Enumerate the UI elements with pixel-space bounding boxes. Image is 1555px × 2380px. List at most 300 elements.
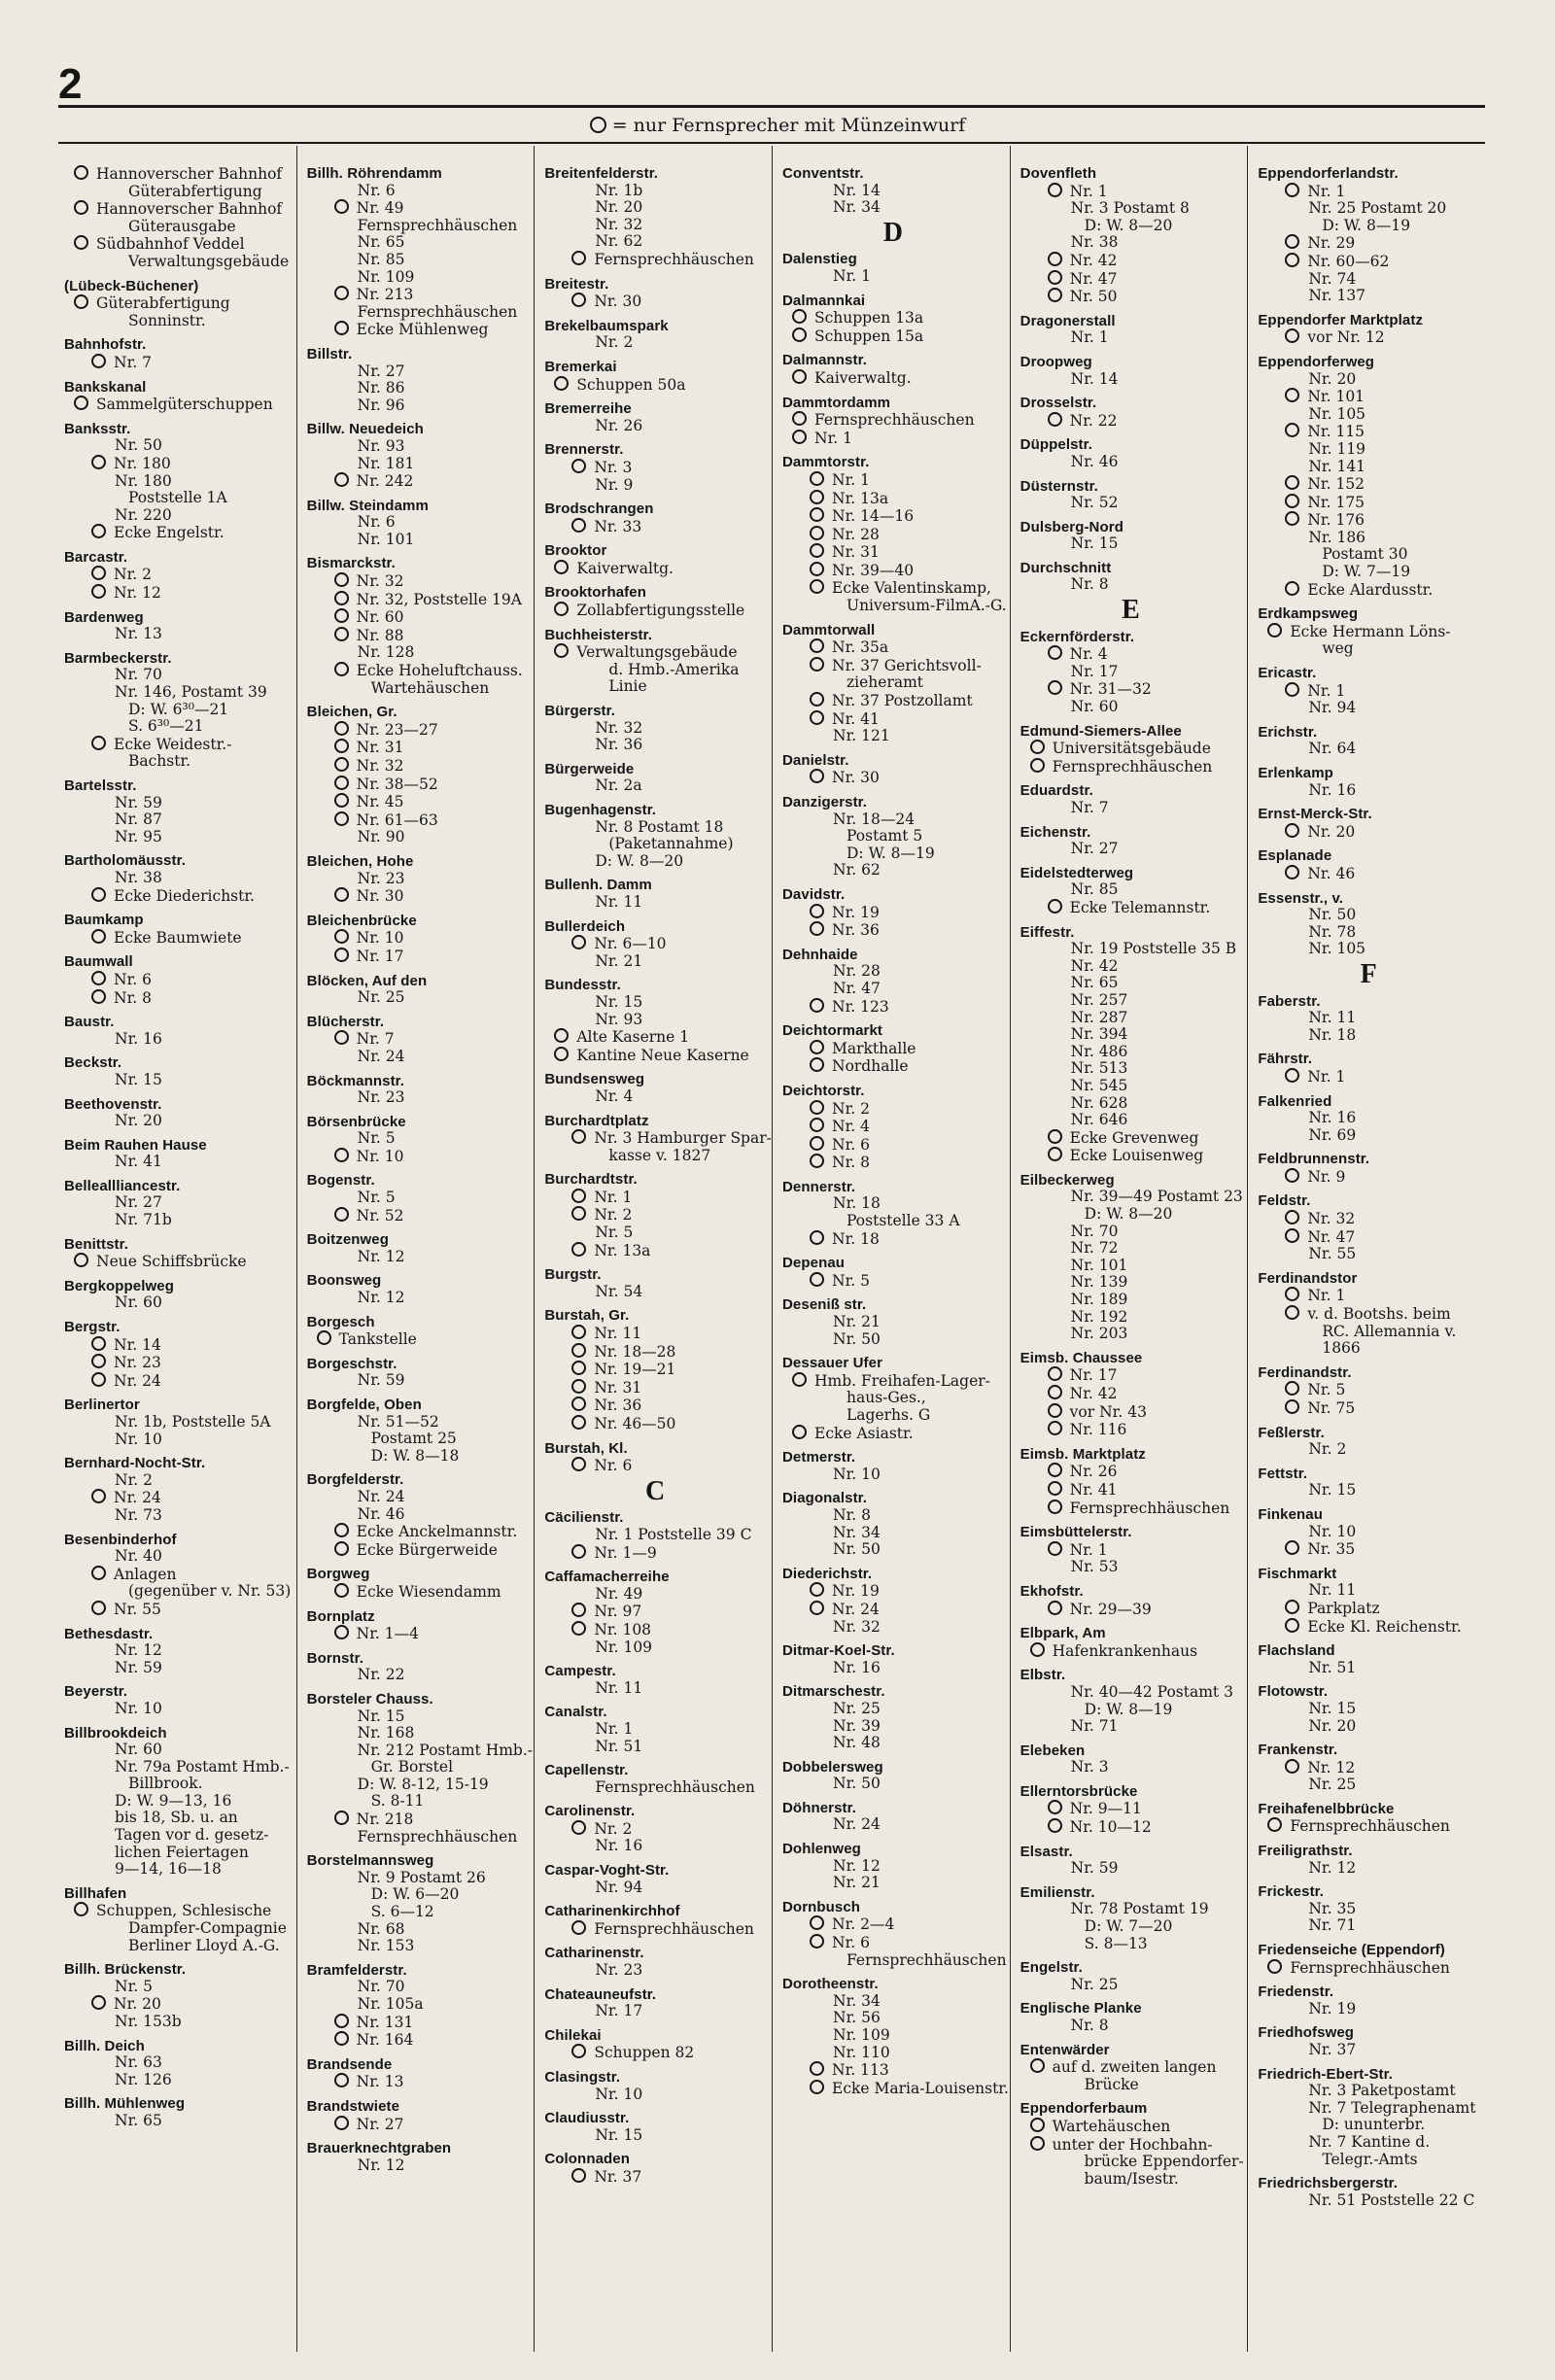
- address-line: [544, 1621, 766, 1639]
- address-text: Ecke Engelstr.: [114, 524, 225, 542]
- street-name: Ditmarschestr.: [782, 1683, 885, 1701]
- street-entry: [1258, 1683, 1479, 1735]
- address-line: [782, 692, 1004, 710]
- address-text: Fernsprechhäuschen: [595, 1777, 755, 1796]
- address-text: Nr. 40: [115, 1547, 162, 1566]
- address-text: Markthalle: [832, 1039, 916, 1057]
- address-line: [782, 579, 1004, 598]
- street-entry: [782, 1355, 1004, 1442]
- section-letter: F: [1360, 958, 1377, 989]
- street-name: Eppendorferweg: [1258, 353, 1375, 370]
- address-line: [1258, 200, 1479, 218]
- street-name: Dovenfleth: [1019, 165, 1097, 182]
- street-entry: [64, 1137, 291, 1171]
- street-entry: [544, 584, 766, 619]
- telephone-circle-icon: [554, 643, 569, 658]
- address-line: [64, 1548, 291, 1566]
- telephone-circle-icon: [571, 1379, 586, 1394]
- street-name: Eidelstedterweg: [1019, 864, 1134, 881]
- address-line: [1258, 183, 1479, 201]
- street-entry: [782, 1566, 1004, 1636]
- address-text: Nr. 46—50: [594, 1415, 676, 1432]
- street-name: Baustr.: [64, 1014, 115, 1031]
- address-line: [307, 793, 529, 811]
- address-line: [64, 455, 291, 473]
- street-name: Bogenstr.: [306, 1172, 375, 1190]
- street-name: Bergkoppelweg: [64, 1277, 174, 1294]
- address-line: [307, 1921, 529, 1939]
- address-text: Nr. 7 Telegraphenamt: [1308, 2098, 1476, 2117]
- address-line: [307, 472, 529, 491]
- address-line: [1020, 699, 1242, 716]
- telephone-circle-icon: [571, 1415, 586, 1430]
- street-entry: [307, 1073, 529, 1107]
- address-text: 1866: [1322, 1339, 1361, 1358]
- address-text: Nr. 22: [357, 1666, 405, 1684]
- address-text: Wartehäuschen: [1052, 2117, 1171, 2135]
- address-text: Nr. 20: [1307, 822, 1356, 841]
- address-text: Postamt 5: [847, 827, 923, 845]
- address-line: [1258, 1127, 1479, 1145]
- street-entry: [1020, 436, 1242, 470]
- address-text: Nr. 242: [356, 472, 414, 491]
- address-text: Nr. 8: [833, 1505, 871, 1524]
- address-text: Nr. 13: [356, 2073, 404, 2091]
- address-line: [544, 737, 766, 754]
- address-line: [1258, 865, 1479, 883]
- address-text: Nr. 93: [357, 436, 405, 455]
- address-line: [1020, 841, 1242, 858]
- address-text: Nr. 101: [1070, 1256, 1128, 1274]
- street-name: Catharinenkirchhof: [544, 1903, 680, 1920]
- address-line: [1258, 475, 1479, 494]
- street-entry: [1258, 724, 1479, 758]
- address-line: [544, 2003, 766, 2020]
- street-name: Frickestr.: [1258, 1883, 1325, 1901]
- address-text: Nr. 38: [1070, 233, 1119, 252]
- street-entry: [1258, 765, 1479, 799]
- address-line: [1258, 1110, 1479, 1127]
- street-name: Blücherstr.: [306, 1013, 385, 1030]
- address-line: [782, 1525, 1004, 1542]
- section-letter: C: [645, 1475, 666, 1506]
- telephone-circle-icon: [91, 524, 106, 538]
- address-line: [307, 1741, 534, 1760]
- address-text: Nr. 51: [1308, 1658, 1357, 1676]
- address-text: Nr. 180: [114, 454, 171, 472]
- address-text: Nr. 42: [1070, 956, 1119, 975]
- street-entry: [1258, 1801, 1479, 1836]
- address-line: [544, 643, 766, 662]
- street-name: Eichenstr.: [1019, 823, 1091, 841]
- address-line: [1258, 941, 1479, 958]
- address-line: [1020, 2171, 1242, 2189]
- address-text: Nr. 20: [1308, 369, 1357, 388]
- address-line: [1258, 328, 1479, 347]
- address-text: Nr. 105: [1308, 940, 1366, 958]
- address-line: [307, 286, 529, 304]
- telephone-circle-icon: [1048, 252, 1062, 266]
- address-text: Nr. 30: [832, 769, 880, 787]
- address-line: [782, 507, 1004, 526]
- address-text: auf d. zweiten langen: [1052, 2058, 1217, 2077]
- address-text: Nr. 21: [833, 1313, 881, 1331]
- telephone-circle-icon: [334, 1030, 349, 1045]
- address-line: [544, 1361, 766, 1379]
- address-text: Fernsprechhäuschen: [357, 1827, 518, 1845]
- address-text: Nr. 5: [357, 1129, 396, 1148]
- address-line: [1020, 371, 1242, 389]
- address-line: [307, 1506, 529, 1524]
- address-line: [544, 836, 766, 853]
- telephone-circle-icon: [571, 1361, 586, 1375]
- street-entry: [544, 1663, 766, 1697]
- address-text: Nr. 69: [1308, 1125, 1357, 1144]
- street-entry: [64, 1397, 291, 1448]
- address-text: Linie: [608, 677, 647, 696]
- address-line: [64, 1194, 291, 1212]
- street-name: Entenwärder: [1019, 2041, 1110, 2058]
- address-text: Nr. 2: [114, 566, 152, 584]
- street-name: Billh. Mühlenweg: [64, 2095, 186, 2113]
- street-entry: [64, 1096, 291, 1130]
- address-text: Schuppen, Schlesische: [96, 1902, 272, 1920]
- street-entry: [782, 1841, 1004, 1892]
- street-entry: [782, 1296, 1004, 1348]
- address-text: Südbahnhof Veddel: [96, 235, 245, 254]
- address-text: Nr. 2: [115, 1470, 153, 1489]
- address-text: Nr. 153b: [115, 2013, 182, 2030]
- address-line: [64, 294, 291, 313]
- telephone-circle-icon: [554, 376, 569, 391]
- address-line: [782, 1372, 1004, 1391]
- address-text: D: W. 6—20: [370, 1885, 460, 1904]
- address-text: Nr. 175: [1307, 493, 1365, 511]
- directory-column: [772, 146, 1010, 2352]
- address-line: [64, 1920, 291, 1938]
- address-line: [64, 1601, 291, 1619]
- address-text: Nr. 2: [832, 1099, 870, 1118]
- telephone-circle-icon: [1285, 1540, 1299, 1555]
- address-line: [782, 543, 1004, 562]
- address-text: Ecke Kl. Reichenstr.: [1307, 1617, 1462, 1636]
- street-name: Colonnaden: [544, 2151, 630, 2168]
- address-line: [782, 1541, 1004, 1559]
- street-name: Ericastr.: [1258, 665, 1317, 682]
- address-text: 9—14, 16—18: [115, 1860, 222, 1879]
- address-line: [1020, 758, 1242, 776]
- address-line: [1258, 530, 1479, 547]
- address-line: [1258, 1068, 1479, 1087]
- street-name: Belleallliancestr.: [64, 1177, 181, 1194]
- address-line: [1258, 1399, 1479, 1418]
- address-text: Nr. 257: [1070, 990, 1128, 1009]
- address-text: Nr. 486: [1070, 1042, 1128, 1060]
- address-text: Nr. 37: [1308, 2041, 1357, 2058]
- address-line: [1020, 288, 1242, 306]
- telephone-circle-icon: [810, 507, 824, 522]
- address-line: [307, 1776, 529, 1794]
- street-entry: [782, 454, 1007, 615]
- address-line: [64, 1938, 291, 1955]
- telephone-circle-icon: [1048, 645, 1062, 660]
- telephone-circle-icon: [1285, 253, 1299, 267]
- address-text: bis 18, Sb. u. an: [115, 1809, 238, 1827]
- street-entry: [307, 853, 529, 906]
- telephone-circle-icon: [810, 769, 824, 783]
- street-name: Bergstr.: [64, 1319, 121, 1336]
- address-text: Nr. 47: [833, 979, 881, 997]
- telephone-circle-icon: [334, 199, 349, 214]
- address-line: [1258, 1168, 1479, 1187]
- address-line: [64, 1431, 291, 1449]
- address-text: Nr. 12: [114, 584, 161, 603]
- address-text: Nr. 35: [1308, 1899, 1357, 1917]
- street-name: Dalenstieg: [782, 251, 857, 268]
- address-line: [64, 702, 291, 719]
- address-line: [307, 1089, 529, 1107]
- street-name: Bugenhagenstr.: [544, 802, 657, 818]
- street-entry: [64, 165, 291, 271]
- street-name: Bernhard-Nocht-Str.: [64, 1455, 206, 1472]
- address-line: [307, 1330, 529, 1349]
- address-text: Nr. 31: [594, 1378, 642, 1397]
- address-line: [544, 1028, 766, 1047]
- address-line: [1020, 1559, 1242, 1576]
- street-entry: [64, 953, 291, 1007]
- street-entry: [1258, 1742, 1479, 1794]
- address-line: [782, 1136, 1004, 1155]
- telephone-circle-icon: [810, 2080, 824, 2094]
- address-line: [64, 829, 291, 846]
- telephone-circle-icon: [334, 776, 349, 790]
- telephone-circle-icon: [74, 200, 88, 215]
- address-line: [64, 753, 291, 771]
- telephone-circle-icon: [810, 1136, 824, 1151]
- address-line: [782, 1057, 1004, 1076]
- street-entry: [64, 336, 291, 371]
- address-text: Kaiverwaltg.: [576, 559, 674, 577]
- address-text: Nr. 113: [832, 2061, 889, 2080]
- address-text: Poststelle 33 A: [847, 1212, 960, 1230]
- address-text: Nr. 11: [1308, 1581, 1357, 1600]
- street-name: Bismarckstr.: [306, 555, 396, 572]
- address-text: Nr. 18: [1308, 1025, 1357, 1044]
- telephone-circle-icon: [334, 929, 349, 944]
- street-entry: [1020, 1583, 1242, 1618]
- street-entry: [1020, 865, 1242, 917]
- address-line: [1258, 2117, 1479, 2134]
- address-line: [307, 1249, 529, 1266]
- street-name: Eppendorferbaum: [1019, 2100, 1148, 2118]
- address-line: [307, 1829, 529, 1846]
- address-line: [782, 921, 1004, 940]
- address-line: [544, 720, 766, 738]
- address-text: Nr. 65: [357, 233, 405, 252]
- telephone-circle-icon: [1048, 1541, 1062, 1556]
- address-text: Fernsprechhäuschen: [357, 302, 518, 321]
- address-text: Nr. 7: [114, 353, 152, 371]
- address-text: Nr. 141: [1308, 457, 1366, 475]
- address-text: Hannoverscher Bahnhof: [96, 200, 283, 219]
- telephone-circle-icon: [1048, 1500, 1062, 1514]
- address-text: Sammelgüterschuppen: [96, 396, 273, 414]
- street-entry: [1258, 1566, 1479, 1636]
- street-name: Diederichstr.: [782, 1565, 873, 1582]
- address-line: [544, 293, 766, 311]
- street-name: Davidstr.: [782, 885, 846, 903]
- address-text: Nr. 45: [356, 793, 404, 811]
- address-text: Nr. 126: [115, 2070, 172, 2088]
- address-line: [1020, 1224, 1242, 1241]
- address-text: Schuppen 82: [594, 2044, 695, 2062]
- address-text: Nr. 23: [357, 869, 405, 887]
- address-text: Nr. 70: [1070, 1222, 1119, 1240]
- telephone-circle-icon: [810, 579, 824, 594]
- telephone-circle-icon: [91, 929, 106, 944]
- telephone-circle-icon: [1048, 680, 1062, 695]
- address-line: [1020, 1463, 1242, 1481]
- telephone-circle-icon: [792, 411, 807, 426]
- address-line: [1258, 546, 1479, 564]
- address-text: Nr. 1: [595, 1719, 634, 1738]
- street-name: Ferdinandstor: [1258, 1269, 1358, 1287]
- street-entry: [64, 2095, 291, 2129]
- telephone-circle-icon: [334, 2031, 349, 2046]
- address-text: Nr. 46: [357, 1504, 405, 1523]
- address-text: Nr. 15: [1070, 535, 1119, 553]
- address-line: [782, 998, 1004, 1017]
- address-line: [307, 1667, 529, 1684]
- address-line: [307, 1290, 529, 1307]
- street-entry: [544, 542, 766, 577]
- street-entry: [782, 622, 1004, 745]
- address-line: [1020, 1601, 1242, 1619]
- address-line: [782, 828, 1004, 845]
- address-text: Schuppen 50a: [576, 375, 686, 394]
- address-line: [64, 870, 291, 887]
- telephone-circle-icon: [91, 354, 106, 368]
- address-line: [1020, 941, 1242, 958]
- address-text: Berliner Lloyd A.-G.: [128, 1936, 280, 1954]
- address-line: [1020, 1642, 1242, 1661]
- address-line: [782, 1735, 1004, 1752]
- address-line: [64, 2072, 291, 2089]
- address-text: Schuppen 13a: [814, 309, 924, 328]
- street-name: Eimsb. Marktplatz: [1019, 1445, 1146, 1463]
- address-text: Nr. 115: [1307, 423, 1365, 441]
- address-line: [307, 234, 529, 252]
- address-text: Nr. 46: [1307, 864, 1356, 882]
- address-line: [1258, 1228, 1479, 1247]
- address-line: [782, 471, 1004, 490]
- street-entry: [544, 318, 766, 352]
- address-line: [1258, 1759, 1479, 1777]
- address-text: Nr. 12: [115, 1641, 162, 1660]
- address-text: Nr. 1—4: [356, 1625, 420, 1643]
- telephone-circle-icon: [554, 1047, 569, 1061]
- address-text: Nr. 22: [1069, 411, 1118, 430]
- telephone-circle-icon: [1267, 1817, 1282, 1832]
- street-name: Döhnerstr.: [782, 1799, 857, 1816]
- legend-note: [0, 115, 1555, 136]
- street-name: Canalstr.: [544, 1704, 607, 1721]
- address-text: Nr. 16: [833, 1658, 881, 1676]
- address-line: [1020, 234, 1242, 252]
- address-line: [782, 963, 1004, 981]
- street-entry: [307, 1231, 529, 1265]
- address-line: [782, 199, 1004, 217]
- telephone-circle-icon: [1285, 388, 1299, 402]
- telephone-circle-icon: [571, 293, 586, 307]
- address-text: Nr. 128: [357, 643, 415, 662]
- telephone-circle-icon: [1285, 1228, 1299, 1243]
- address-text: Nr. 186: [1308, 528, 1366, 546]
- address-line: [307, 456, 529, 473]
- street-entry: [544, 1986, 766, 2020]
- address-line: [1258, 682, 1479, 701]
- header-rule-lower: [58, 142, 1485, 144]
- address-line: [782, 1213, 1004, 1230]
- street-name: Deseniß str.: [782, 1296, 867, 1314]
- address-text: Nr. 18: [833, 1194, 881, 1213]
- telephone-circle-icon: [1285, 1759, 1299, 1774]
- address-line: [307, 1938, 529, 1955]
- address-text: Nr. 20: [1308, 1716, 1357, 1735]
- address-line: [1020, 1481, 1242, 1500]
- address-text: Ecke Wiesendamm: [356, 1582, 501, 1601]
- street-entry: [1020, 560, 1242, 594]
- address-line: [1020, 1258, 1242, 1275]
- street-name: Burchardtstr.: [544, 1171, 638, 1189]
- address-line: [1020, 1274, 1242, 1292]
- address-line: [1020, 412, 1242, 431]
- address-line: [544, 2168, 766, 2187]
- address-line: [1020, 1147, 1242, 1165]
- street-entry: [307, 973, 529, 1007]
- telephone-circle-icon: [1048, 1385, 1062, 1399]
- telephone-circle-icon: [792, 1372, 807, 1387]
- address-line: [64, 473, 291, 491]
- telephone-circle-icon: [334, 662, 349, 676]
- address-text: Nr. 105a: [357, 1995, 424, 2013]
- street-name: Depenau: [782, 1255, 846, 1272]
- address-text: Nr. 192: [1070, 1307, 1128, 1326]
- address-line: [782, 2010, 1004, 2027]
- address-line: [1020, 1718, 1242, 1736]
- address-line: [1258, 1540, 1479, 1559]
- address-line: [544, 418, 766, 435]
- address-line: [1020, 1800, 1242, 1818]
- address-text: Ecke Asiastr.: [814, 1424, 914, 1442]
- address-text: Nr. 3 Hamburger Spar-: [594, 1129, 772, 1148]
- street-entry: [64, 1014, 291, 1048]
- address-line: [1258, 1618, 1479, 1637]
- address-line: [307, 438, 529, 456]
- address-text: Nr. 394: [1070, 1025, 1128, 1044]
- address-text: Nr. 181: [357, 454, 415, 472]
- telephone-circle-icon: [810, 657, 824, 672]
- address-text: Nr. 74: [1308, 269, 1357, 288]
- street-entry: [1020, 2100, 1242, 2188]
- address-text: Nr. 212 Postamt Hmb.-: [357, 1741, 534, 1759]
- address-text: Nr. 1: [594, 1188, 633, 1206]
- address-text: D: W. 8—20: [595, 851, 684, 870]
- telephone-circle-icon: [1285, 823, 1299, 838]
- address-text: Nr. 628: [1070, 1093, 1128, 1112]
- telephone-circle-icon: [334, 1523, 349, 1537]
- address-line: [64, 929, 291, 948]
